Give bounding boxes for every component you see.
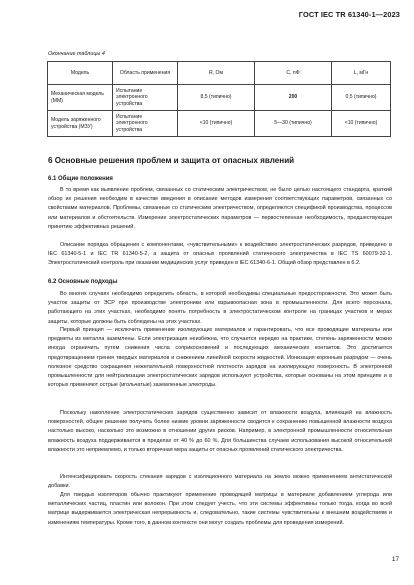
header-c: C, пФ xyxy=(255,62,332,85)
subsection-6-1-heading: 6.1 Общие положения xyxy=(48,176,113,182)
page-number: 17 xyxy=(391,556,399,563)
paragraph-6-2-a: Во многих случаях необходимо определить область, в которой необходимы специальные предосторожности. Это может быть участок защиты от ЭСР при производстве электроники или взрывоопасная зона в промышленности. Для всего персонала, работающего на этих участках, необходимо понять потребность в электростатическом контроле на границах участков и мерах защиты, которые должны быть соблюдены на этих участках. xyxy=(48,291,392,325)
paragraph-6-2-d: Интенсифицировать скорость стекания зарядов с изоляционного материала на землю можно применением антистатической добавки. xyxy=(48,474,392,490)
cell-area: Испытание электронного устройства xyxy=(113,85,178,111)
paragraph-6-2-b: Первый принцип — исключить применение изолирующих материалов и гарантировать, что все проводящие материалы или предметы из металла заземлены. Если электризация неизбежна, что случается нередко на практике, степень заряженности можно иногда ограничить путем снижения числа соприкосновений и последующих механических контактов. Это достигается предотвращением трения твердых материалов и снижением линейной скорости жидкостей. Ионизация коронным разрядом — очень полезное средство сокращения нежелательной поверхностной плотности зарядов на изолирующую поверхность. В электронной промышленности для нейтрализации электростатических зарядов используют устройства, которые основаны на этом принципе и в которых применяют острые (игольчатые) заземленные электроды. xyxy=(48,327,392,389)
cell-l: <10 (типично) xyxy=(332,111,391,137)
cell-model: Модель заряженного устройства (МЗУ) xyxy=(48,111,113,137)
table-row xyxy=(48,85,391,111)
cell-r: 8,5 (типично) xyxy=(178,85,255,111)
header-r: R, Ом xyxy=(178,62,255,85)
paragraph-6-2-c: Поскольку накопление электростатических зарядов существенно зависит от влажности воздуха, влияющей на влажность поверхностей, общее решение получить более низкие уровни заряженности сводится к сохранению повышенной влажности воздуха настолько высоко, насколько это возможно в отношении других рисков. Например, в электронной промышленности относительная влажность воздуха поддерживается в пределах от 40 % до 60 %. Для большинства случаев использования высокой относительной влажности это неприемлемо, и только вторичная мера защиты от опасных проявлений статического электричества. xyxy=(48,410,392,453)
header-area: Область применения xyxy=(113,62,178,85)
cell-c: 5—30 (типично) xyxy=(255,111,332,137)
section-6-heading: 6 Основные решения проблем и защита от опасных явлений xyxy=(48,156,295,165)
parameters-table xyxy=(47,61,391,137)
table-row xyxy=(48,111,391,137)
cell-r: <10 (типично) xyxy=(178,111,255,137)
cell-c: 200 xyxy=(255,85,332,111)
cell-area: Испытание электронного устройства xyxy=(113,111,178,137)
paragraph-6-1-b: Описание порядка обращения с компонентами, «чувствительными» к воздействию электростатических разрядов, приведено в IEC 61340-5-1 и IEC TR 61340-5-2, а защита от опасных проявлений статического электричества в IEC TS 60079-32-1. Электростатический контроль при оказании медицинских услуг приведен в IEC 61340-6-1. Общий обзор представлен в 6.2. xyxy=(48,242,392,267)
header-l: L, мГн xyxy=(332,62,391,85)
table-caption: Окончание таблицы 4 xyxy=(48,51,105,57)
subsection-6-2-heading: 6.2 Основные подходы xyxy=(48,279,118,285)
paragraph-6-2-e: Для твердых изоляторов обычно практикуют применение проводящей матрицы в материале добавлением углерода или металлических частиц, пластин или волокон. При этом следует учесть, что эти системы эффективны только тогда, когда во всей матрице выдерживается электрическая непрерывность и, следовательно, такие системы чувствительны к внешним воздействиям и изменениям температуры. Кроме того, в данном контексте они могут создать проблемы для проведения измерений. xyxy=(48,492,392,526)
cell-model: Механическая модель (ММ) xyxy=(48,85,113,111)
cell-l: 0,5 (типично) xyxy=(332,85,391,111)
table-header-row xyxy=(48,62,391,85)
document-id-header: ГОСТ IEC TR 61340-1—2023 xyxy=(298,10,400,19)
header-model: Модель xyxy=(48,62,113,85)
paragraph-6-1-a: В то время как выявление проблем, связанных со статическим электричеством, не было целью настоящего стандарта, краткий обзор их решения необходим в качестве введения в описание методов измерения соответствующих параметров, связанных со свойствами материалов. Проблемы, связанные со статическим электричеством, определяются спецификой производства, процессов или материалов и обстоятельств. Измерение электростатических параметров — первостепенная необходимость, предшествующая принятию эффективных решений. xyxy=(48,187,392,230)
